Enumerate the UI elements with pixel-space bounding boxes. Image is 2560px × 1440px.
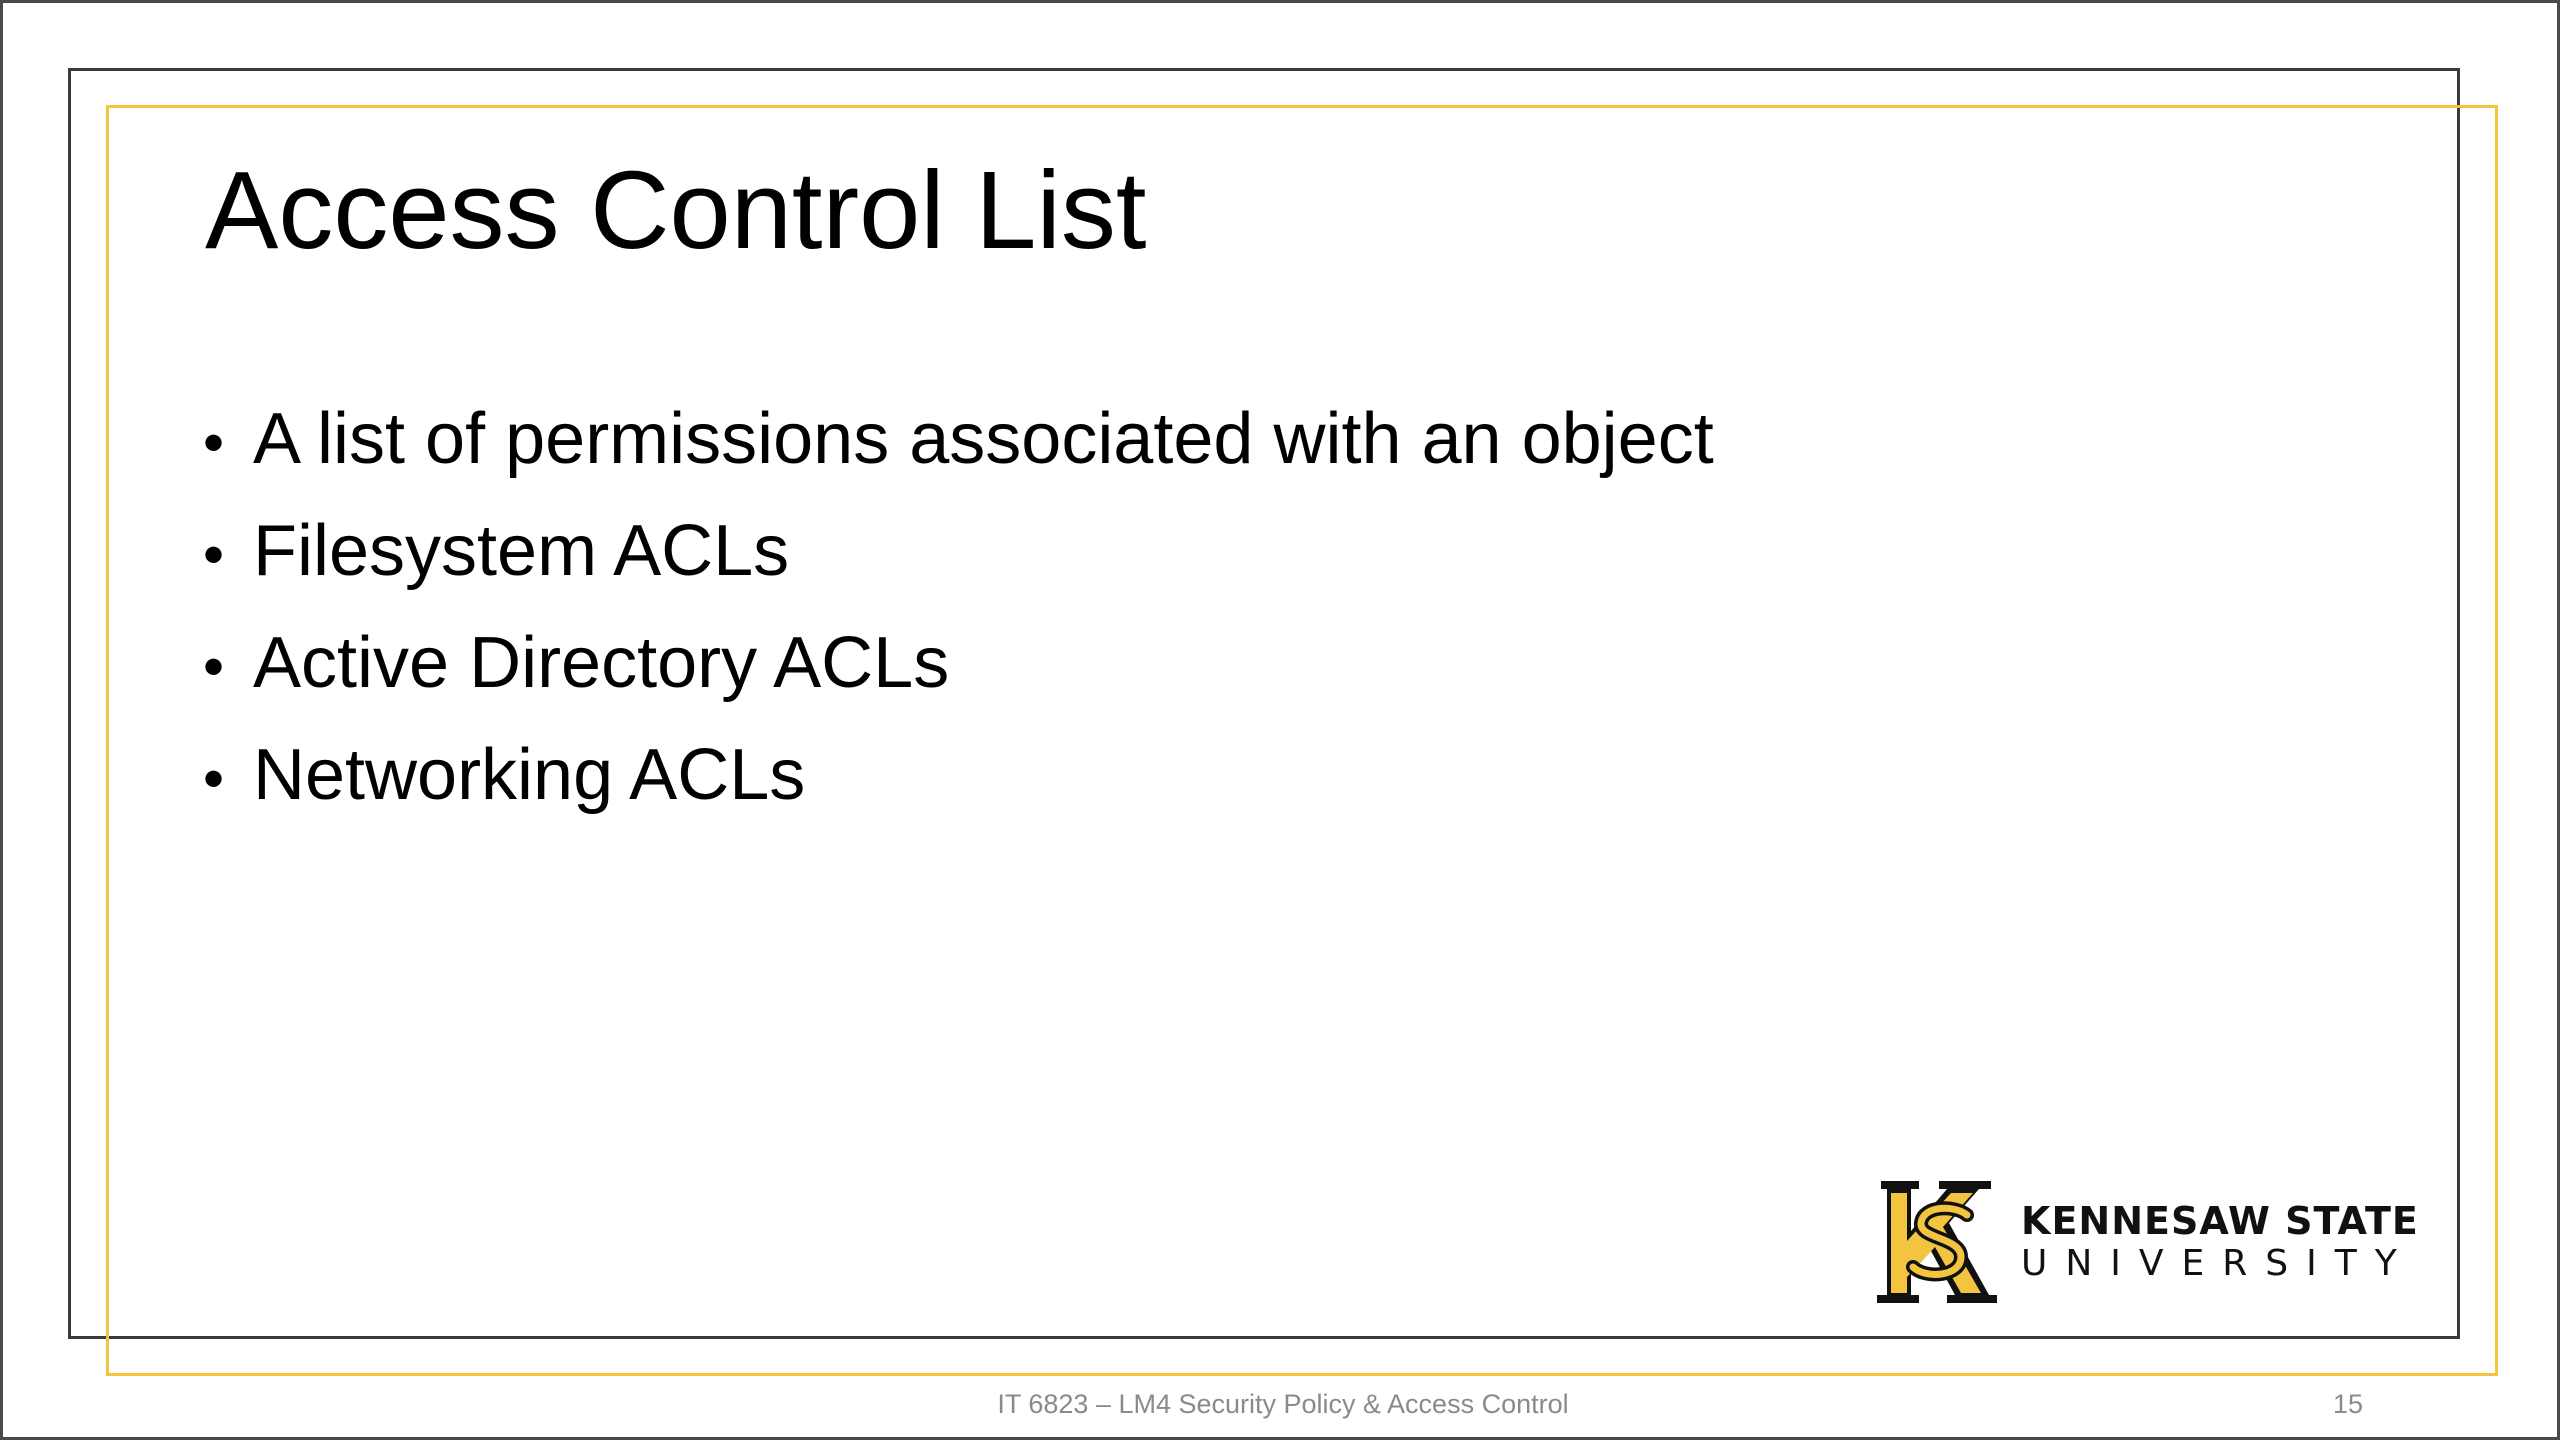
bullet-text: A list of permissions associated with an object (253, 399, 1714, 479)
bullet-text: Active Directory ACLs (253, 623, 950, 703)
bullet-list (203, 385, 1714, 833)
bullet-icon: • (203, 409, 225, 476)
bullet-icon: • (203, 521, 225, 588)
bullet-text: Networking ACLs (253, 735, 806, 815)
list-item (203, 385, 1714, 497)
ksu-logo-mark-icon (1863, 1175, 2003, 1309)
bullet-icon: • (203, 633, 225, 700)
list-item (203, 609, 1714, 721)
bullet-icon: • (203, 745, 225, 812)
bullet-text: Filesystem ACLs (253, 511, 790, 591)
list-item (203, 721, 1714, 833)
list-item (203, 497, 1714, 609)
university-logo (1863, 1175, 2419, 1309)
logo-line-1: KENNESAW STATE (2021, 1199, 2419, 1243)
page-number: 15 (2332, 1389, 2363, 1419)
slide-title: Access Control List (205, 149, 1147, 272)
logo-wordmark (2021, 1199, 2419, 1285)
footer-text: IT 6823 – LM4 Security Policy & Access Control (997, 1389, 1569, 1419)
logo-line-2: UNIVERSITY (2021, 1243, 2415, 1284)
